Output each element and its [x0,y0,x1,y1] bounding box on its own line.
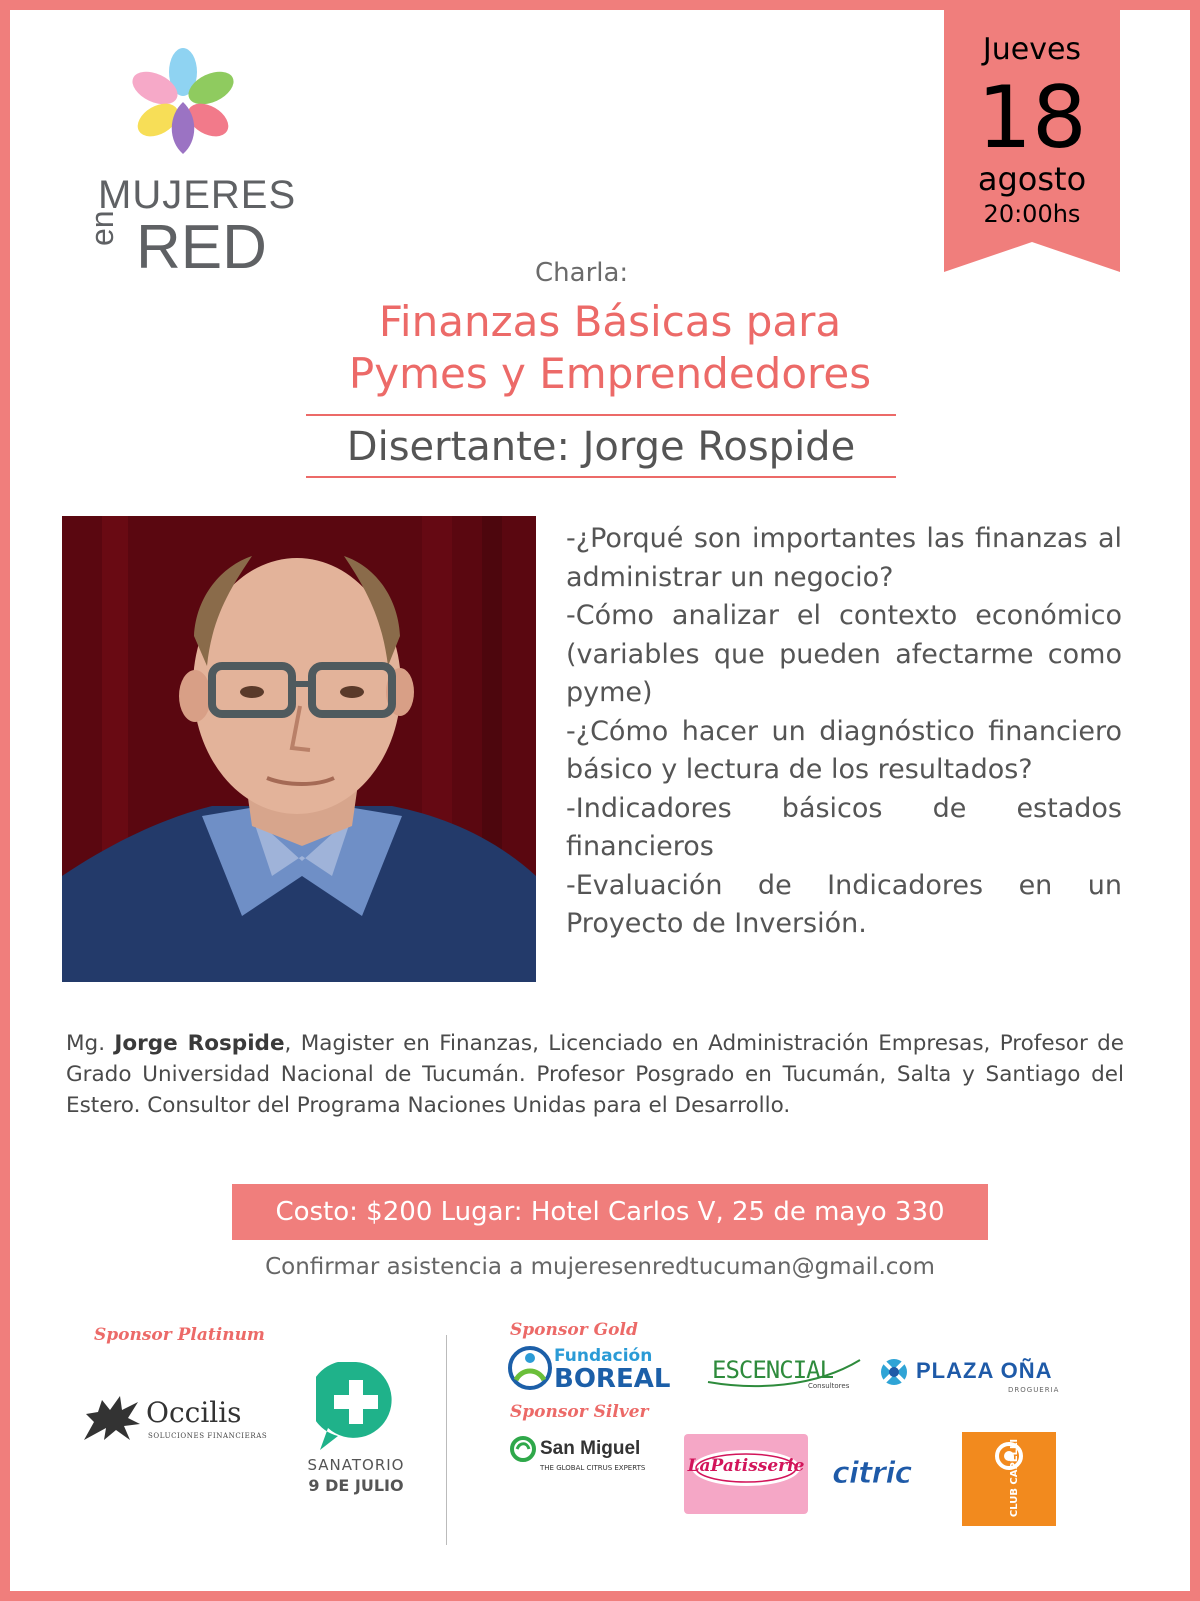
topic-item: -Cómo analizar el contexto económico (variables que pueden afectarme como pyme) [566,600,1122,708]
sponsor-la-patisserie [684,1434,808,1514]
rsvp-text: Confirmar asistencia a mujeresenredtucuman@gmail.com [265,1254,935,1280]
sponsor-silver-label: Sponsor Silver [510,1402,649,1422]
plaza-ona-emblem-icon [878,1356,910,1388]
sponsor-occilis [80,1390,280,1450]
san-miguel-tagline: THE GLOBAL CITRUS EXPERTS [540,1464,646,1472]
speaker-bio [66,1028,1124,1121]
event-flyer [10,10,1190,1591]
cost-location-bar: Costo: $200 Lugar: Hotel Carlos V, 25 de mayo 330 [232,1184,988,1240]
capelli-name: CLUB CAPELLI [1009,1438,1020,1518]
sponsor-plaza-ona [878,1356,1108,1396]
sponsor-sanatorio [296,1362,416,1512]
topic-item: -¿Cómo hacer un diagnóstico financiero básico y lectura de los resultados? [566,715,1122,785]
medical-cross-icon [316,1362,396,1452]
logo-word-mujeres: MUJERES [98,173,297,217]
occilis-name: Occilis [146,1396,242,1429]
sponsor-divider [446,1335,447,1545]
citric-name: citric [832,1456,912,1491]
title-line-1: Finanzas Básicas para [378,297,842,346]
sponsor-fundacion-boreal [508,1344,678,1394]
sponsor-gold-label: Sponsor Gold [510,1320,638,1340]
logo-word-red: RED [136,213,267,282]
sponsor-san-miguel [510,1436,660,1486]
topic-item: -¿Porqué son importantes las finanzas al administrar un negocio? [566,523,1122,593]
speaker-portrait-illustration [62,516,536,982]
escencial-name: ESCENCIAL [712,1356,834,1384]
mujeres-en-red-logo [84,46,297,282]
title-line-2: Pymes y Emprendedores [348,349,872,398]
escencial-tagline: Consultores [808,1382,850,1390]
boreal-people-icon [508,1346,552,1390]
patisserie-name: LaPatisserie [687,1456,805,1476]
sponsor-platinum-label: Sponsor Platinum [94,1325,265,1345]
san-miguel-leaf-icon [510,1436,536,1462]
sanatorio-line-1: SANATORIO [307,1456,405,1474]
topics-list [566,520,1122,944]
date-ribbon [944,10,1120,272]
bio-prefix: Mg. [66,1031,115,1056]
plaza-ona-tagline: DROGUERIA [1008,1386,1060,1394]
logo-word-en: en [84,210,120,246]
bio-text: , Magister en Finanzas, Licenciado en Administración Empresas, Profesor de Grado Universidad Nacional de Tucumán. Profesor Posgrado en Tucumán, Salta y Santiago del Estero. Consultor del Programa Naciones Unidas para el Desarrollo. [66,1031,1124,1118]
event-day-number: 18 [977,68,1087,168]
event-time: 20:00hs [983,200,1081,228]
speaker-photo [62,516,536,982]
speaker-name: Disertante: Jorge Rospide [346,424,856,470]
event-kicker: Charla: [535,258,629,288]
sponsor-citric [832,1456,952,1506]
topic-item: -Evaluación de Indicadores en un Proyecto de Inversión. [566,869,1122,939]
san-miguel-name: San Miguel [540,1438,641,1459]
event-day-name: Jueves [982,32,1082,67]
flower-logo-icon [128,46,238,156]
topic-item: -Indicadores básicos de estados financieros [566,792,1122,862]
title-divider-bottom [306,476,896,478]
sponsor-escencial [704,1352,864,1392]
bio-name: Jorge Rospide [114,1031,285,1056]
occilis-tagline: SOLUCIONES FINANCIERAS [148,1432,268,1440]
plaza-ona-name: PLAZA OÑA [916,1358,1053,1383]
event-title [300,296,920,400]
title-divider-top [306,414,896,416]
boreal-line-1: Fundación [554,1346,653,1366]
boreal-line-2: BOREAL [554,1364,671,1394]
griffin-icon [80,1392,144,1444]
sanatorio-line-2: 9 DE JULIO [308,1476,404,1495]
event-month: agosto [977,160,1087,198]
sponsor-club-capelli [962,1432,1056,1526]
